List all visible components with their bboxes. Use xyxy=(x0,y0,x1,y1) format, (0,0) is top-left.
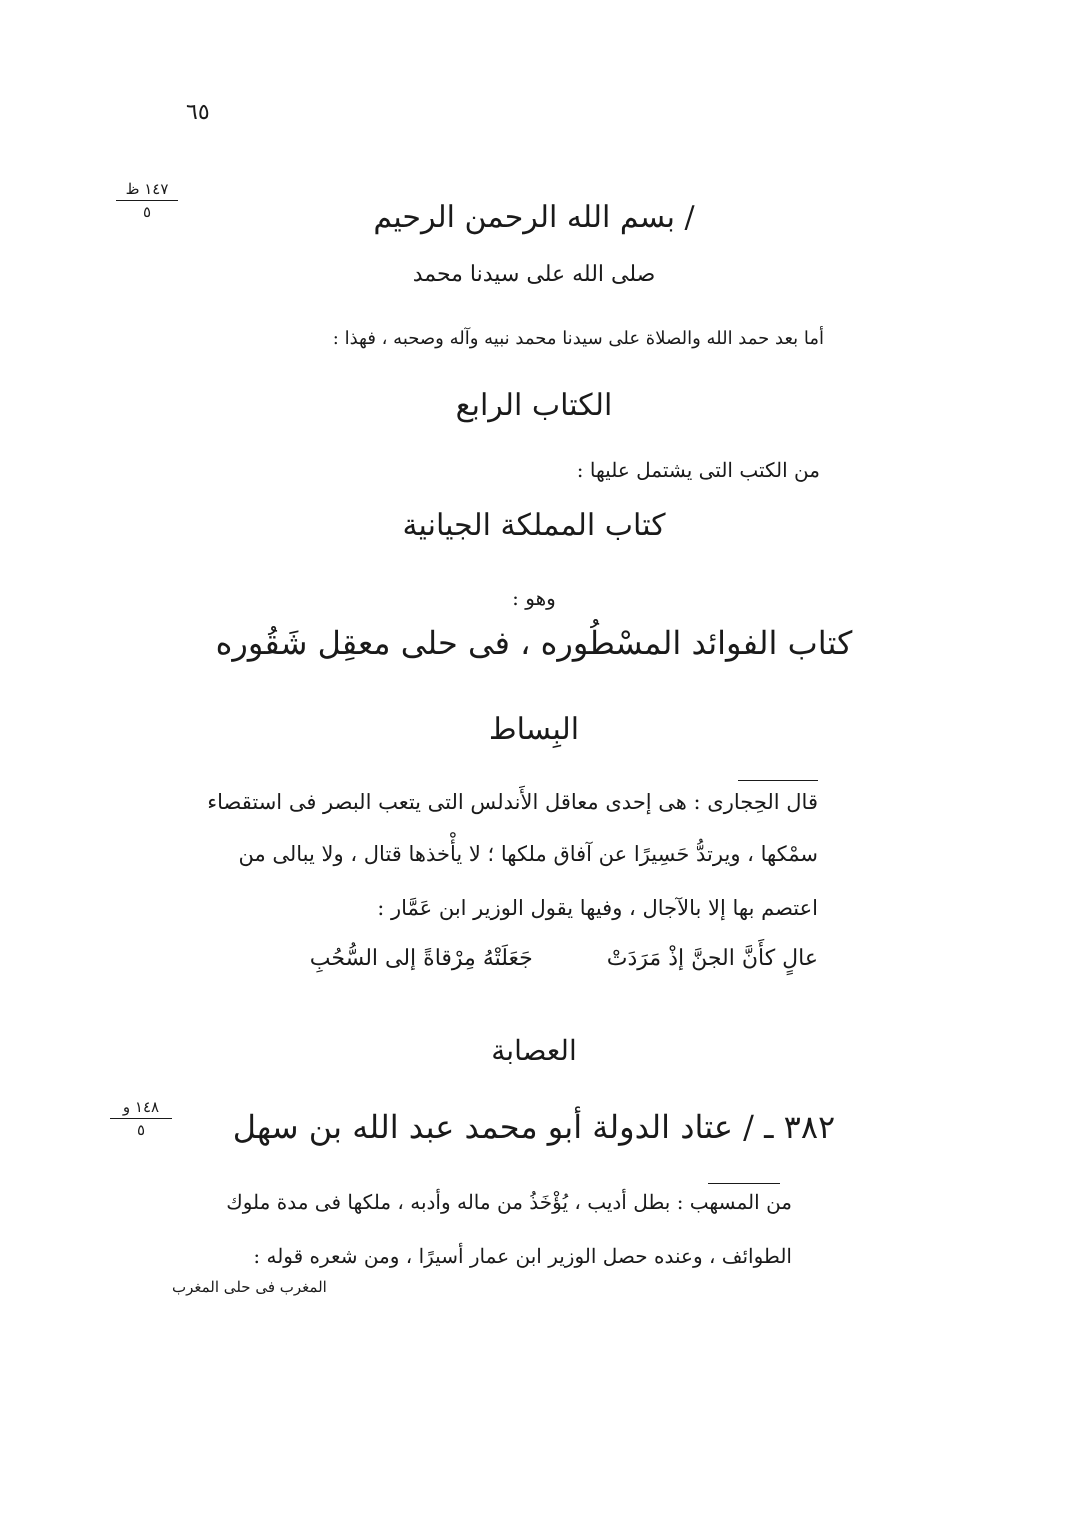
folio-volume: ٥ xyxy=(136,1121,146,1139)
paragraph-line: من المسهب : بطل أديب ، يُؤْخَذُ من ماله وأدبه ، ملكها فى مدة ملوك xyxy=(226,1190,792,1214)
connector-text: وهو : xyxy=(512,586,556,610)
verse-hemistich-second: جَعَلَتْهُ مِرْقاةً إلى السُّحُبِ xyxy=(309,946,533,971)
page-number: ٦٥ xyxy=(186,100,210,125)
verse-hemistich-first: عالٍ كأَنَّ الجنَّ إذْ مَرَدَتْ xyxy=(606,946,818,971)
footnote-source: المغرب فى حلى المغرب xyxy=(172,1278,327,1296)
books-intro-line: من الكتب التى يشتمل عليها : xyxy=(576,458,820,482)
entry-heading: ٣٨٢ ـ / عتاد الدولة أبو محمد عبد الله بن سهل xyxy=(232,1108,836,1146)
book-title: الكتاب الرابع xyxy=(455,388,613,423)
folio-number: ١٤٧ ظ xyxy=(125,180,169,198)
basmala-heading: / بسم الله الرحمن الرحيم xyxy=(373,200,695,235)
full-book-title: كتاب الفوائد المسْطُوره ، فى حلى معقِل شَقُوره xyxy=(215,624,853,662)
kingdom-title: كتاب المملكة الجيانية xyxy=(402,508,666,543)
verse-line xyxy=(310,946,818,971)
paragraph-line: الطوائف ، وعنده حصل الوزير ابن عمار أسيرًا ، ومن شعره قوله : xyxy=(253,1244,792,1268)
paragraph-line: قال الحِجارى : هى إحدى معاقل الأَندلس التى يتعب البصر فى استقصاء xyxy=(207,790,818,814)
paragraph-rule xyxy=(708,1183,780,1184)
section-heading: البِساط xyxy=(488,712,580,747)
paragraph-rule xyxy=(738,780,818,781)
folio-number: ١٤٨ و xyxy=(122,1098,160,1116)
salawat-line: صلى الله على سيدنا محمد xyxy=(412,262,656,287)
folio-volume: ٥ xyxy=(142,203,152,221)
section-heading: العصابة xyxy=(491,1034,577,1067)
paragraph-line: اعتصم بها إلا بالآجال ، وفيها يقول الوزير ابن عَمَّار : xyxy=(377,896,818,920)
paragraph-line: سمْكها ، ويرتدُّ حَسِيرًا عن آفاق ملكها ؛ لا يأْخذها قتال ، ولا يبالى من xyxy=(238,842,818,866)
preface-line: أما بعد حمد الله والصلاة على سيدنا محمد نبيه وآله وصحبه ، فهذا : xyxy=(332,328,824,349)
